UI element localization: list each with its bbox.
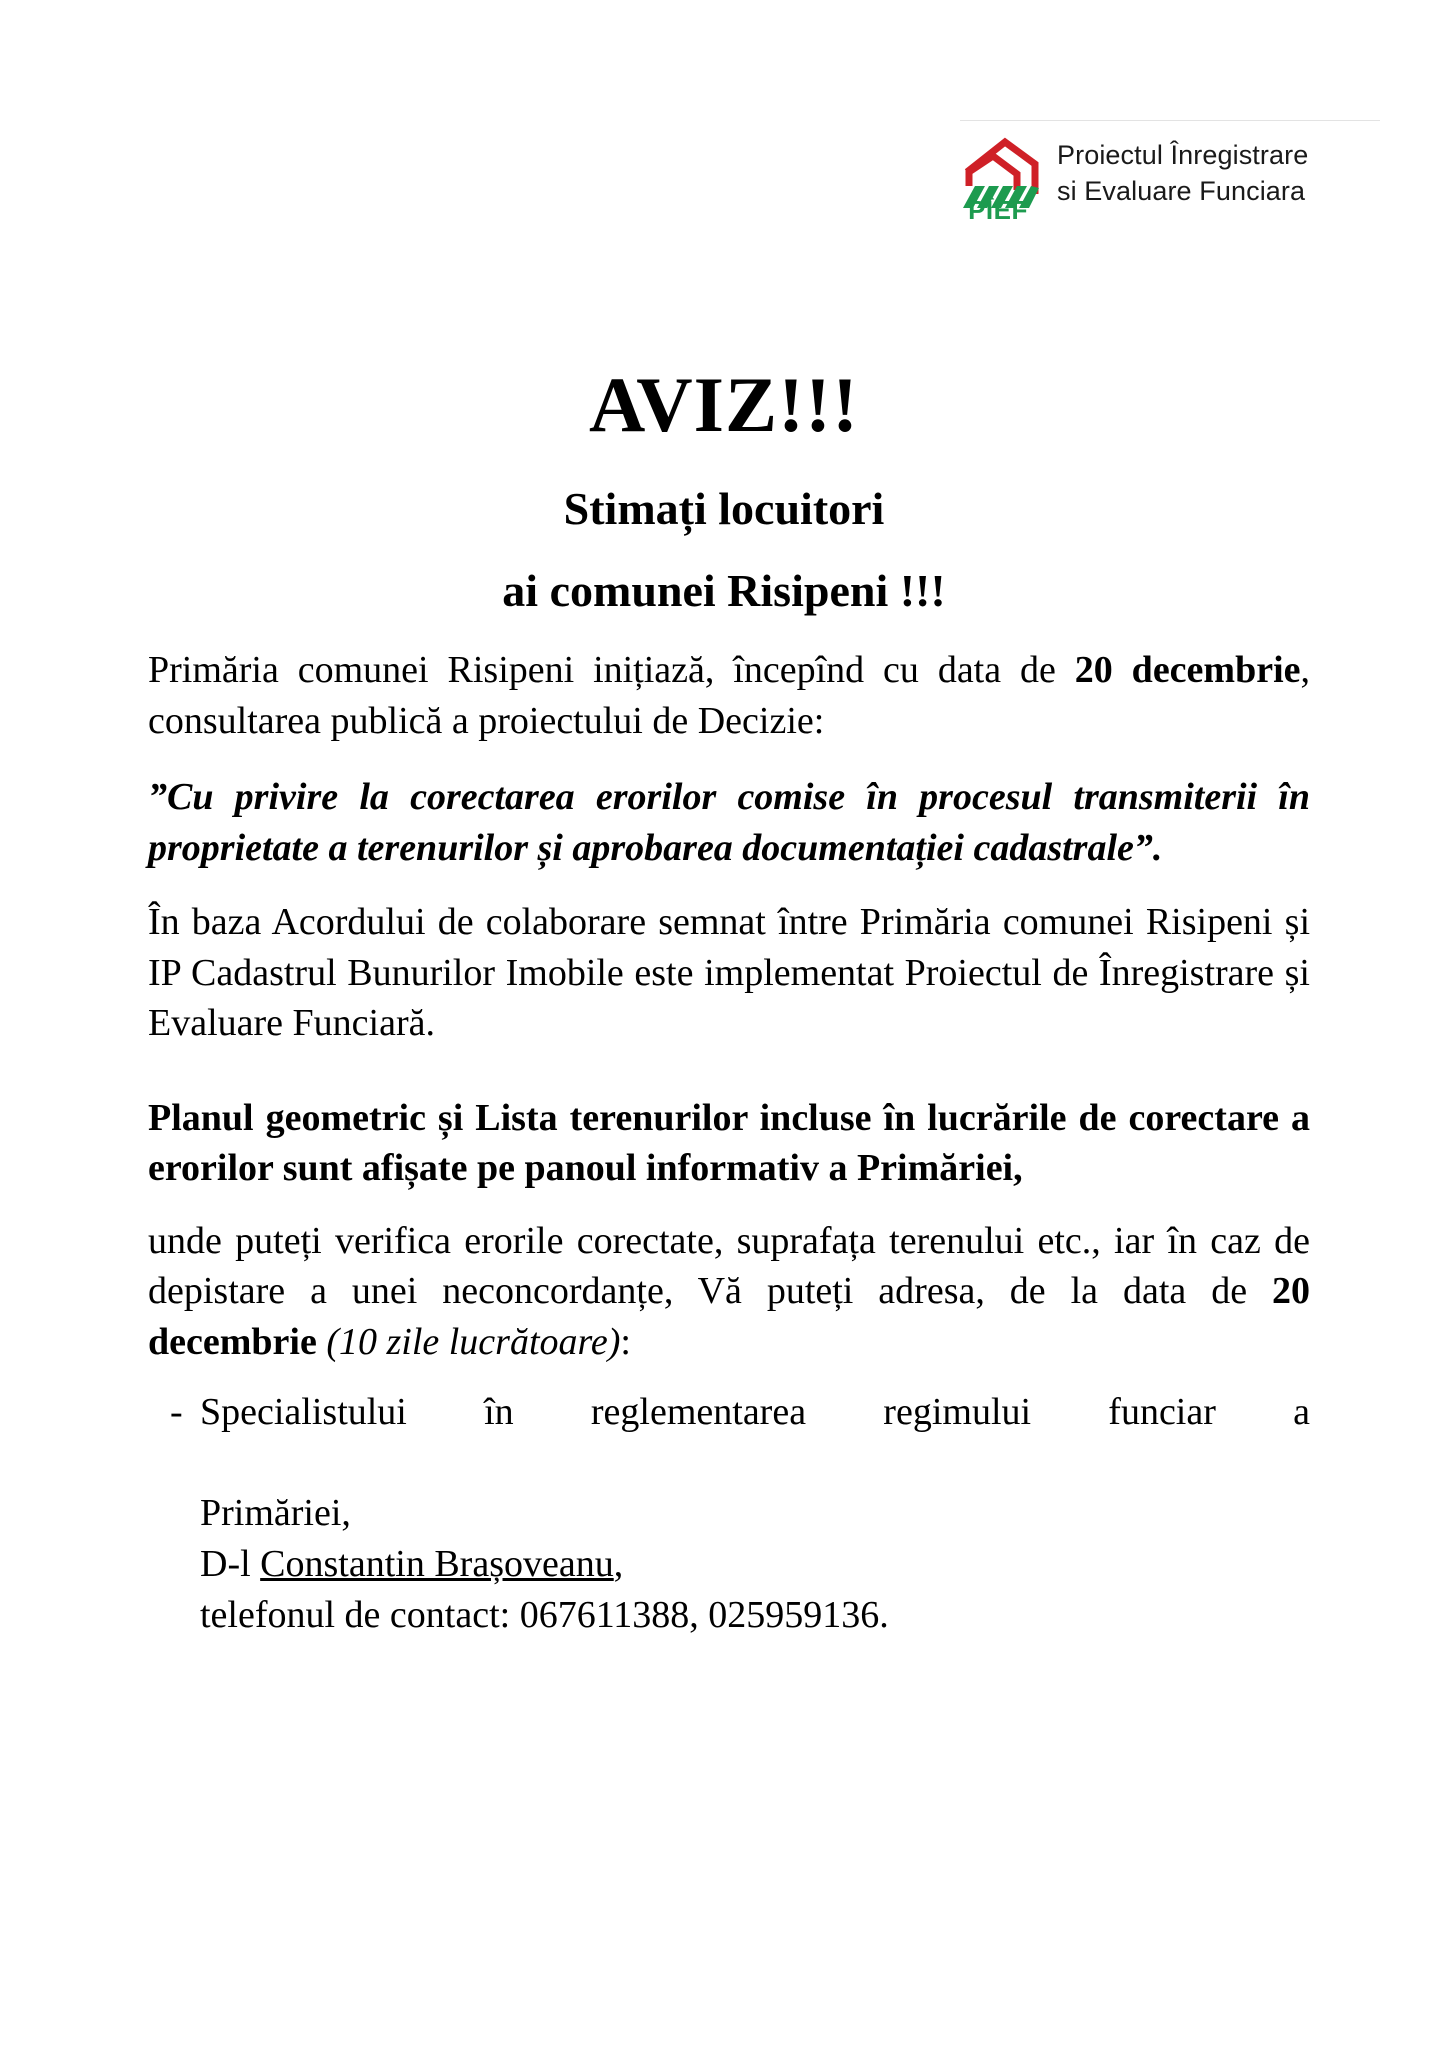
contact-name-prefix: D-l xyxy=(200,1542,261,1585)
where-text-part-3: : xyxy=(620,1320,631,1363)
intro-date-bold: 20 decembrie xyxy=(1074,649,1301,691)
notice-bold-comma: , xyxy=(1013,1147,1023,1190)
intro-text-part-2: , consultarea publică a proiectului de Decizie: xyxy=(148,649,1310,742)
svg-text:PÎEF: PÎEF xyxy=(968,195,1028,220)
contact-role-line: Specialistului în reglementarea regimului funciar a xyxy=(200,1391,1310,1434)
list-item xyxy=(170,1387,1310,1640)
subtitle-line-2: ai comunei Risipeni !!! xyxy=(502,565,946,616)
intro-text-part-1: Primăria comunei Risipeni inițiază, începînd cu data de xyxy=(148,649,1075,691)
list-item-dash: - xyxy=(170,1391,183,1434)
paragraph-intro xyxy=(148,645,1310,746)
paragraph-notice-bold xyxy=(148,1093,1310,1194)
contact-name-line xyxy=(200,1539,1310,1590)
decision-quote: ”Cu privire la corectarea erorilor comise în procesul transmiterii în proprietate a terenurilor și aprobarea documentației cadastrale”. xyxy=(148,776,1310,869)
paragraph-agreement: În baza Acordului de colaborare semnat între Primăria comunei Risipeni și IP Cadastrul Bunurilor Imobile este implementat Proiectul de Înregistrare și Evaluare Funciară. xyxy=(148,901,1310,1045)
notice-bold-text: Planul geometric și Lista terenurilor incluse în lucrările de corectare a erorilor sunt afișate pe panoul informativ a Primăriei xyxy=(148,1096,1310,1190)
page-title: AVIZ!!! xyxy=(589,361,859,448)
pief-logo xyxy=(955,128,1308,220)
subtitle-line-1: Stimați locuitori xyxy=(563,483,885,534)
header-divider xyxy=(960,120,1380,121)
where-date-bold: 20 decembrie xyxy=(148,1270,1310,1363)
document-body xyxy=(148,645,1310,1640)
pief-logo-line-1: Proiectul Înregistrare xyxy=(1057,140,1309,171)
contact-list xyxy=(148,1387,1310,1640)
contact-office-line: Primăriei, xyxy=(200,1492,351,1535)
where-italic-note: (10 zile lucrătoare) xyxy=(326,1320,621,1363)
pief-logo-wordmark xyxy=(1057,138,1308,209)
contact-person-name: Constantin Brașoveanu xyxy=(260,1542,614,1585)
contact-name-suffix: , xyxy=(613,1542,624,1585)
contact-phone-line: telefonul de contact: 067611388, 025959136. xyxy=(200,1593,889,1636)
paragraph-where xyxy=(148,1216,1310,1368)
where-text-part-2 xyxy=(317,1321,327,1363)
pief-logo-line-2: si Evaluare Funciara xyxy=(1057,176,1306,206)
pief-logo-mark-icon xyxy=(955,128,1041,220)
where-text-part-1: unde puteți verifica erorile corectate, suprafața terenului etc., iar în caz de depistare a unei neconcordanțe, Vă puteți adresa, de la data de xyxy=(148,1219,1310,1313)
